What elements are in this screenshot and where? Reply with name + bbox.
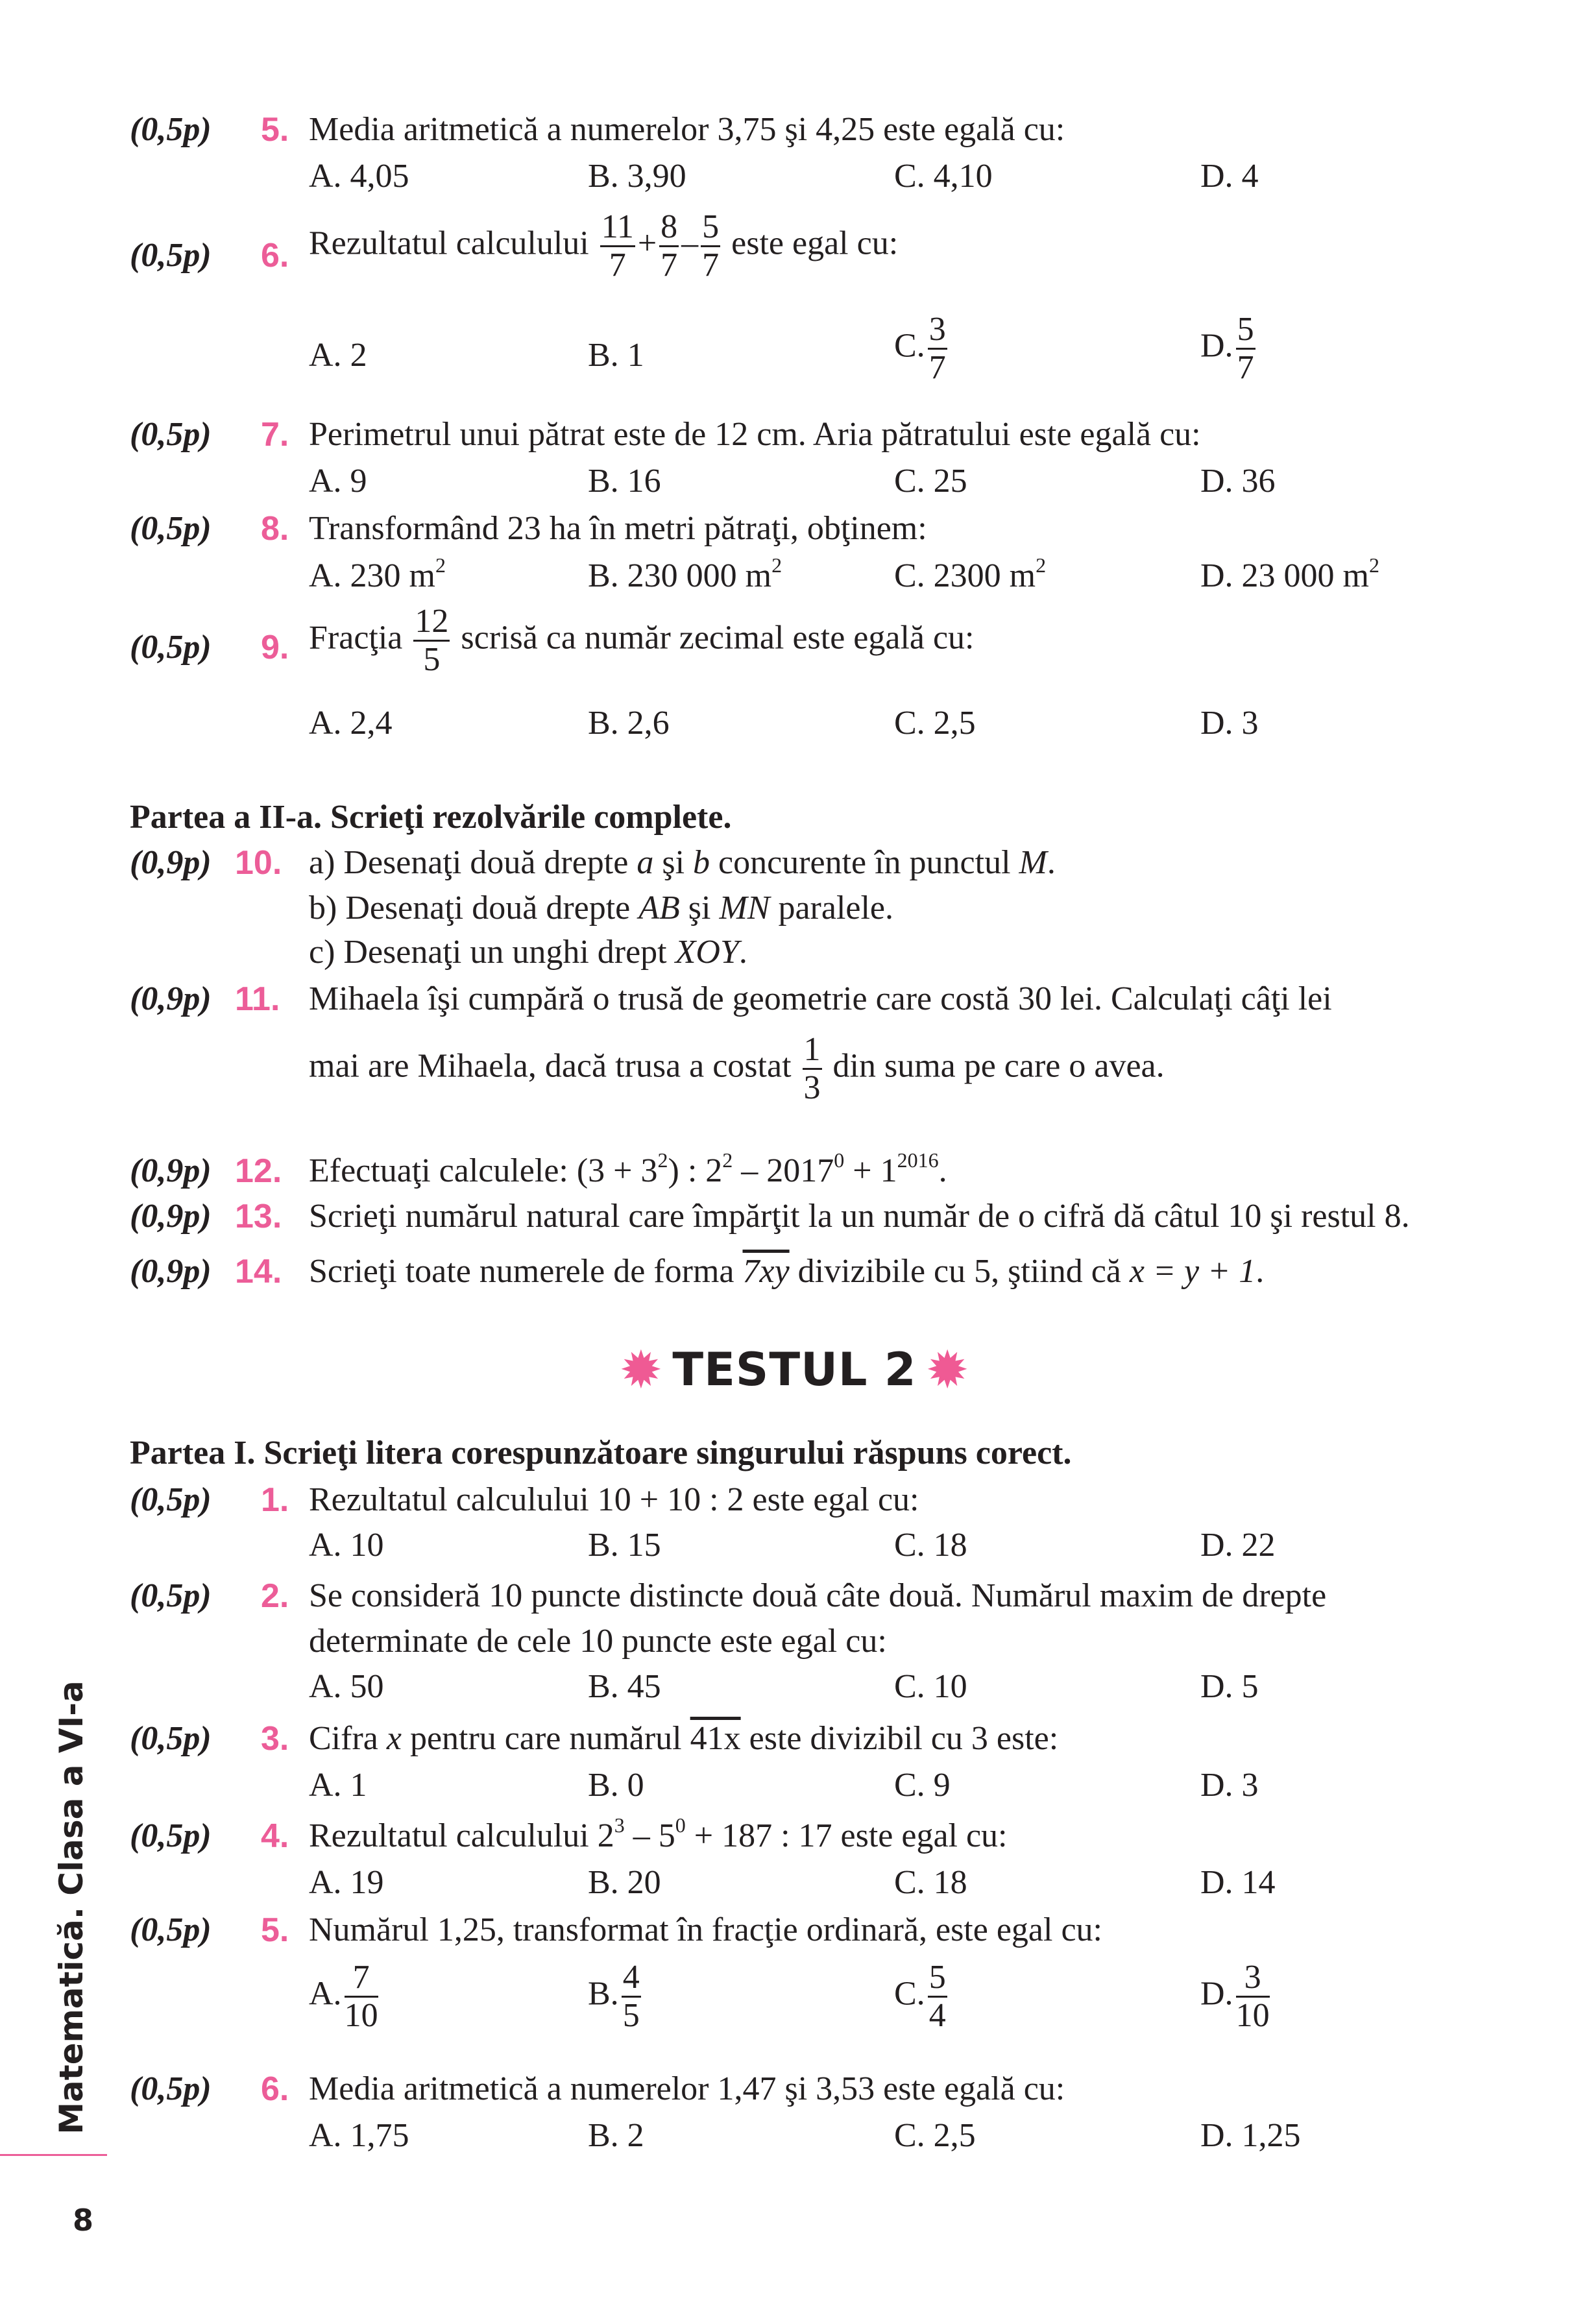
- question-statement: Media aritmetică a numerelor 3,75 şi 4,25 este egală cu:: [309, 111, 1065, 148]
- question-statement: [309, 1032, 1165, 1106]
- option-d[interactable]: D. 36: [1200, 463, 1276, 500]
- option-d[interactable]: D. 14: [1200, 1864, 1276, 1901]
- denominator: 5: [622, 1997, 640, 2034]
- text: Scrieţi toate numerele de forma: [309, 1253, 743, 1290]
- option-label: A.: [309, 1975, 342, 2013]
- text: .: [1255, 1253, 1265, 1290]
- option-c[interactable]: C. 4,10: [894, 158, 993, 195]
- option-label: C.: [894, 1975, 925, 2013]
- option-c[interactable]: C. 18: [894, 1864, 967, 1901]
- text: pentru care numărul: [401, 1720, 690, 1757]
- question-number: 1.: [261, 1481, 289, 1519]
- variable: b: [693, 844, 710, 881]
- option-c[interactable]: C. 2,5: [894, 705, 976, 742]
- points: (0,5p): [130, 416, 212, 453]
- question-number: 9.: [261, 629, 289, 666]
- fraction: [600, 209, 635, 284]
- text: şi: [679, 890, 720, 926]
- option-a[interactable]: [309, 336, 367, 375]
- question-statement: determinate de cele 10 puncte este egal cu:: [309, 1623, 887, 1660]
- question-number: 11.: [235, 980, 280, 1018]
- subquestion-a: [309, 843, 1056, 882]
- question-number: 8.: [261, 510, 289, 548]
- option-c[interactable]: C. 18: [894, 1527, 967, 1564]
- question-statement: Scrieţi numărul natural care împărţit la un număr de o cifră dă câtul 10 şi restul 8.: [309, 1198, 1410, 1235]
- points: (0,5p): [130, 1577, 212, 1614]
- numerator: 5: [701, 209, 720, 247]
- option-b[interactable]: [588, 336, 644, 375]
- option-b[interactable]: B. 2,6: [588, 705, 670, 742]
- option-d[interactable]: [1200, 311, 1258, 386]
- flower-ornament-icon: ✹: [925, 1340, 970, 1400]
- numerator: 1: [803, 1032, 822, 1070]
- variable: XOY: [675, 934, 739, 971]
- option-label: B.: [588, 337, 619, 374]
- points: (0,5p): [130, 1720, 212, 1757]
- points: (0,5p): [130, 111, 212, 148]
- points: (0,9p): [130, 1253, 212, 1290]
- denominator: 7: [928, 349, 946, 386]
- test-title: [0, 1340, 1589, 1400]
- text: ) : 2: [668, 1152, 723, 1189]
- option-a[interactable]: A. 10: [309, 1527, 384, 1564]
- option-b[interactable]: [588, 1959, 644, 2034]
- text: Rezultatul calculului 2: [309, 1817, 614, 1854]
- numerator: 11: [600, 209, 635, 247]
- question-number: 2.: [261, 1577, 289, 1615]
- option-a[interactable]: [309, 553, 446, 596]
- points: (0,5p): [130, 629, 212, 666]
- points: (0,9p): [130, 1152, 212, 1189]
- fraction: [1236, 311, 1255, 386]
- answer-options: [130, 311, 1511, 396]
- fraction: [803, 1032, 822, 1106]
- question-6: [130, 209, 1511, 300]
- denominator: 7: [609, 247, 626, 284]
- option-label: D.: [1200, 1975, 1233, 2013]
- denominator: 10: [1235, 1997, 1270, 2034]
- option-c[interactable]: C. 10: [894, 1668, 967, 1705]
- option-d[interactable]: D. 1,25: [1200, 2117, 1301, 2154]
- points: (0,9p): [130, 844, 212, 881]
- option-value: A. 230 m: [309, 557, 435, 594]
- question-9: [130, 603, 1511, 688]
- exponent: 2: [657, 1148, 668, 1172]
- option-d[interactable]: [1200, 1959, 1272, 2034]
- question-statement: Transformând 23 ha în metri pătraţi, obţinem:: [309, 510, 927, 547]
- exponent: 0: [834, 1148, 845, 1172]
- denominator: 5: [423, 641, 441, 678]
- option-b[interactable]: [588, 553, 782, 596]
- question-statement: [309, 1148, 947, 1191]
- option-b[interactable]: B. 15: [588, 1527, 661, 1564]
- question-statement: Media aritmetică a numerelor 1,47 şi 3,53 este egală cu:: [309, 2070, 1065, 2107]
- book-title: Matematică. Clasa a VI-a: [53, 1680, 90, 2135]
- operator: –: [681, 224, 699, 262]
- variable: a: [637, 844, 654, 881]
- numerator: 4: [622, 1959, 641, 1998]
- divider: [0, 2154, 107, 2156]
- statement-text: Rezultatul calculului: [309, 224, 589, 262]
- exponent: 2: [722, 1148, 733, 1172]
- option-a[interactable]: A. 1: [309, 1767, 367, 1804]
- option-c[interactable]: C. 2,5: [894, 2117, 976, 2154]
- text: Efectuaţi calculele: (3 + 3: [309, 1152, 658, 1189]
- points: (0,5p): [130, 1481, 212, 1518]
- option-b[interactable]: B. 3,90: [588, 158, 686, 195]
- option-value: 1: [627, 337, 644, 374]
- text: este divizibil cu 3 este:: [740, 1720, 1059, 1757]
- option-c[interactable]: [894, 311, 950, 386]
- variable: AB: [638, 890, 680, 926]
- text: şi: [653, 844, 694, 881]
- numerator: 3: [928, 311, 947, 350]
- question-statement: Numărul 1,25, transformat în fracţie ordinară, este egal cu:: [309, 1911, 1102, 1948]
- option-value: D. 23 000 m: [1200, 557, 1369, 594]
- text: c) Desenaţi un unghi drept: [309, 934, 675, 971]
- option-b[interactable]: B. 0: [588, 1767, 644, 1804]
- question-statement: Rezultatul calculului 10 + 10 : 2 este egal cu:: [309, 1481, 919, 1518]
- option-value: C. 2300 m: [894, 557, 1036, 594]
- numerator: 5: [1236, 311, 1255, 350]
- option-b[interactable]: B. 16: [588, 463, 661, 500]
- points: (0,5p): [130, 1817, 212, 1854]
- option-label: D.: [1200, 327, 1233, 365]
- numerator: 5: [928, 1959, 947, 1998]
- denominator: 7: [1237, 349, 1254, 386]
- fraction: [659, 209, 679, 284]
- fraction: [622, 1959, 641, 2034]
- flower-ornament-icon: ✹: [619, 1340, 664, 1400]
- question-number: 4.: [261, 1817, 289, 1855]
- equation: x = y + 1: [1129, 1253, 1256, 1290]
- statement-text: Fracţia: [309, 619, 403, 657]
- question-statement: Se consideră 10 puncte distincte două câte două. Numărul maxim de drepte: [309, 1577, 1327, 1614]
- points: (0,5p): [130, 510, 212, 547]
- text: – 5: [624, 1817, 675, 1854]
- option-d[interactable]: D. 3: [1200, 705, 1259, 742]
- option-a[interactable]: A. 1,75: [309, 2117, 409, 2154]
- statement-text: este egal cu:: [731, 224, 899, 262]
- option-label: B.: [588, 1975, 619, 2013]
- option-b[interactable]: B. 2: [588, 2117, 644, 2154]
- exponent: 0: [675, 1813, 686, 1837]
- option-c[interactable]: [894, 1959, 950, 2034]
- exponent: 2: [1036, 553, 1047, 577]
- points: (0,9p): [130, 980, 212, 1017]
- fraction: [928, 311, 947, 386]
- exponent: 2: [771, 553, 782, 577]
- section-heading: Partea a II-a. Scrieţi rezolvările complete.: [130, 799, 732, 836]
- variable: x: [386, 1720, 402, 1757]
- question-statement: [309, 209, 898, 284]
- fraction: [1236, 1959, 1270, 2034]
- option-label: C.: [894, 327, 925, 365]
- page-number: 8: [73, 2203, 94, 2238]
- question-11-line2: [130, 1032, 1511, 1116]
- option-d[interactable]: [1200, 553, 1379, 596]
- numerator: 8: [659, 209, 679, 247]
- question-statement: [309, 1719, 1058, 1758]
- points: (0,9p): [130, 1198, 212, 1235]
- text: Cifra: [309, 1720, 387, 1757]
- fraction: [701, 209, 720, 284]
- section-heading: Partea I. Scrieţi litera corespunzătoare singurului răspuns corect.: [130, 1434, 1072, 1471]
- option-c[interactable]: [894, 553, 1047, 596]
- overlined-number: 7xy: [742, 1253, 790, 1290]
- operator: +: [637, 224, 657, 262]
- option-d[interactable]: D. 3: [1200, 1767, 1259, 1804]
- text: b) Desenaţi două drepte: [309, 890, 639, 926]
- question-number: 5.: [261, 111, 289, 149]
- points: (0,5p): [130, 1911, 212, 1948]
- option-b[interactable]: B. 45: [588, 1668, 661, 1705]
- exponent: 2016: [897, 1148, 939, 1172]
- denominator: 7: [702, 247, 720, 284]
- option-d[interactable]: D. 5: [1200, 1668, 1259, 1705]
- question-statement: Mihaela îşi cumpără o trusă de geometrie care costă 30 lei. Calculaţi câţi lei: [309, 980, 1332, 1017]
- question-statement: Perimetrul unui pătrat este de 12 cm. Aria pătratului este egală cu:: [309, 416, 1201, 453]
- question-number: 6.: [261, 2070, 289, 2108]
- fraction: [413, 603, 450, 678]
- answer-options: [130, 1959, 1511, 2044]
- text: paralele.: [770, 890, 893, 926]
- question-number: 3.: [261, 1720, 289, 1758]
- option-c[interactable]: C. 9: [894, 1767, 951, 1804]
- statement-text: scrisă ca număr zecimal este egală cu:: [461, 619, 975, 657]
- option-d[interactable]: D. 22: [1200, 1527, 1276, 1564]
- overlined-number: 41x: [690, 1720, 741, 1757]
- text: .: [938, 1152, 947, 1189]
- fraction: [928, 1959, 947, 2034]
- option-label: A.: [309, 337, 342, 374]
- denominator: 10: [344, 1997, 378, 2034]
- denominator: 3: [803, 1069, 821, 1106]
- option-a[interactable]: A. 2,4: [309, 705, 393, 742]
- option-c[interactable]: C. 25: [894, 463, 967, 500]
- points: (0,5p): [130, 2070, 212, 2107]
- text: mai are Mihaela, dacă trusa a costat: [309, 1047, 792, 1085]
- text: divizibile cu 5, ştiind că: [789, 1253, 1130, 1290]
- option-value: B. 230 000 m: [588, 557, 772, 594]
- denominator: 7: [661, 247, 678, 284]
- question-number: 7.: [261, 416, 289, 454]
- question-statement: [309, 1813, 1008, 1856]
- option-b[interactable]: B. 20: [588, 1864, 661, 1901]
- numerator: 12: [413, 603, 450, 642]
- text: a) Desenaţi două drepte: [309, 844, 637, 881]
- exponent: 2: [435, 553, 446, 577]
- numerator: 3: [1236, 1959, 1270, 1998]
- fraction: [345, 1959, 378, 2034]
- question-number: 10.: [235, 844, 282, 882]
- numerator: 7: [345, 1959, 378, 1998]
- text: + 187 : 17 este egal cu:: [685, 1817, 1008, 1854]
- question-statement: [309, 1252, 1264, 1291]
- text: – 2017: [733, 1152, 834, 1189]
- question-number: 12.: [235, 1152, 282, 1190]
- text: + 1: [844, 1152, 897, 1189]
- option-a[interactable]: A. 4,05: [309, 158, 409, 195]
- question-number: 6.: [261, 237, 289, 274]
- option-a[interactable]: A. 19: [309, 1864, 384, 1901]
- option-a[interactable]: [309, 1959, 381, 2034]
- test-title-text: TESTUL 2: [672, 1343, 917, 1396]
- exponent: 3: [614, 1813, 625, 1837]
- book-title-sidebar: [45, 1674, 97, 2141]
- denominator: 4: [928, 1997, 946, 2034]
- option-value: 2: [350, 337, 367, 374]
- exponent: 2: [1369, 553, 1379, 577]
- option-d[interactable]: D. 4: [1200, 158, 1259, 195]
- variable: M: [1019, 844, 1047, 881]
- text: .: [738, 934, 747, 971]
- text: din suma pe care o avea.: [832, 1047, 1165, 1085]
- text: .: [1047, 844, 1056, 881]
- option-a[interactable]: A. 9: [309, 463, 367, 500]
- variable: MN: [719, 890, 770, 926]
- question-statement: [309, 603, 975, 678]
- option-a[interactable]: A. 50: [309, 1668, 384, 1705]
- question-number: 13.: [235, 1198, 282, 1235]
- question-number: 14.: [235, 1253, 282, 1290]
- question-number: 5.: [261, 1911, 289, 1949]
- points: (0,5p): [130, 237, 212, 274]
- text: concurente în punctul: [710, 844, 1019, 881]
